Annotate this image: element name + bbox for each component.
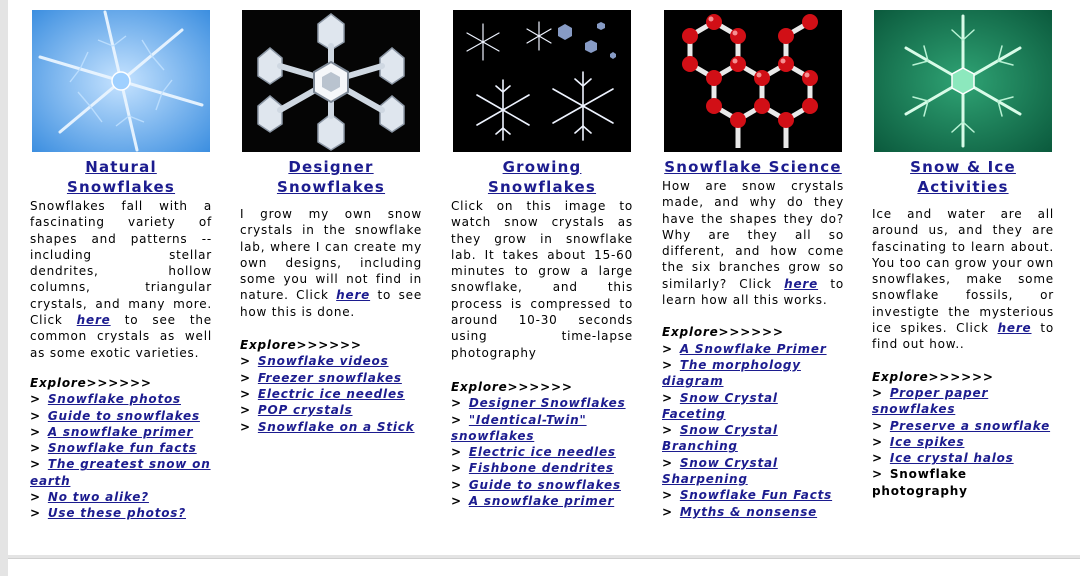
- explore-heading: Explore>>>>>>: [872, 369, 994, 384]
- list-item: [451, 493, 633, 509]
- arrow-icon: >: [30, 441, 41, 456]
- list-item: [662, 504, 844, 520]
- list-item: [451, 444, 633, 460]
- designer-snowflakes-title[interactable]: Designer Snowflakes: [276, 158, 386, 196]
- list-item: [872, 434, 1054, 450]
- arrow-icon: >: [451, 494, 462, 509]
- snow-ice-activities-image[interactable]: [874, 10, 1052, 152]
- column-natural-snowflakes: [30, 10, 212, 522]
- proper-paper-snowflakes-link[interactable]: Proper paper snowflakes: [872, 385, 989, 417]
- list-item: [872, 450, 1054, 466]
- description-text: to learn how all this works.: [662, 276, 844, 308]
- description-text: Ice and water are all around us, and they are fascinating to learn about. You too can grow your own snowflakes, make some snowflake fossils, or investigte the mysterious ice spikes. Click: [872, 207, 1054, 336]
- no-two-alike-link[interactable]: No two alike?: [47, 490, 149, 505]
- arrow-icon: >: [240, 386, 251, 401]
- guide-to-snowflakes-link[interactable]: Guide to snowflakes: [47, 408, 200, 423]
- natural-snowflakes-description: [30, 198, 212, 361]
- arrow-icon: >: [240, 370, 251, 385]
- snow-ice-activities-links: [872, 385, 1054, 499]
- description-text: to see the common crystals as well as some exotic varieties.: [30, 313, 212, 360]
- freezer-snowflakes-link[interactable]: Freezer snowflakes: [257, 370, 402, 385]
- arrow-icon: >: [662, 455, 673, 470]
- arrow-icon: >: [30, 506, 41, 521]
- description-text: to see how this is done.: [240, 288, 422, 319]
- fishbone-dendrites-link[interactable]: Fishbone dendrites: [468, 461, 614, 476]
- list-item: [872, 385, 1054, 418]
- description-text: Snowflakes fall with a fascinating variety of shapes and patterns -- including stellar dendrites, hollow columns, triangular crystals, and many more. Click: [30, 199, 212, 328]
- snowflake-science-description: [662, 178, 844, 308]
- list-item: [662, 487, 844, 503]
- arrow-icon: >: [30, 490, 41, 505]
- arrow-icon: >: [451, 396, 462, 411]
- arrow-icon: >: [662, 357, 673, 372]
- snowflake-fun-facts-link[interactable]: Snowflake fun facts: [47, 441, 197, 456]
- arrow-icon: >: [872, 467, 883, 482]
- description-text: I grow my own snow crystals in the snowflake lab, where I can create my own designs, including some you will not find in nature. Click: [240, 207, 422, 303]
- list-item: [240, 402, 422, 418]
- snowflake-science-links: [662, 341, 844, 520]
- list-item: [30, 424, 212, 440]
- list-item: [451, 477, 633, 493]
- list-item: [451, 412, 633, 445]
- arrow-icon: >: [30, 392, 41, 407]
- list-item: [240, 370, 422, 386]
- guide-to-snowflakes-link[interactable]: Guide to snowflakes: [468, 477, 621, 492]
- list-item: [30, 440, 212, 456]
- arrow-icon: >: [451, 477, 462, 492]
- arrow-icon: >: [662, 423, 673, 438]
- arrow-icon: >: [662, 488, 673, 503]
- list-item: [872, 466, 1054, 499]
- arrow-icon: >: [30, 424, 41, 439]
- arrow-icon: >: [662, 390, 673, 405]
- explore-heading: Explore>>>>>>: [30, 375, 152, 390]
- column-snow-ice-activities: [872, 10, 1054, 499]
- arrow-icon: >: [451, 412, 462, 427]
- arrow-icon: >: [662, 504, 673, 519]
- arrow-icon: >: [872, 385, 883, 400]
- explore-heading: Explore>>>>>>: [451, 379, 573, 394]
- list-item: [451, 460, 633, 476]
- arrow-icon: >: [30, 457, 41, 472]
- arrow-icon: >: [30, 408, 41, 423]
- list-item: [662, 341, 844, 357]
- designer-snowflakes-description: [240, 206, 422, 320]
- column-snowflake-science: [662, 10, 844, 520]
- growing-snowflakes-title[interactable]: Growing Snowflakes: [487, 158, 597, 196]
- electric-ice-needles-link[interactable]: Electric ice needles: [257, 386, 405, 401]
- ice-spikes-link[interactable]: Ice spikes: [889, 434, 965, 449]
- arrow-icon: >: [872, 434, 883, 449]
- myths-and-nonsense-link[interactable]: Myths & nonsense: [679, 504, 818, 519]
- description-text: to find out how..: [872, 321, 1054, 352]
- natural-snowflakes-title[interactable]: Natural Snowflakes: [66, 158, 176, 196]
- snowflake-science-image[interactable]: [664, 10, 842, 152]
- snow-ice-activities-here-link[interactable]: here: [997, 321, 1032, 336]
- arrow-icon: >: [872, 451, 883, 466]
- arrow-icon: >: [240, 419, 251, 434]
- designer-snowflakes-image[interactable]: [242, 10, 420, 152]
- explore-heading: Explore>>>>>>: [240, 338, 362, 353]
- list-item: [30, 489, 212, 505]
- designer-snowflakes-links: [240, 353, 422, 434]
- description-text: How are snow crystals made, and why do they have the shapes they do? Why are they all so different, and how come the six branches grow so similarly? Click: [662, 179, 844, 291]
- list-item: [30, 456, 212, 489]
- electric-ice-needles-link[interactable]: Electric ice needles: [468, 445, 616, 460]
- list-item: [662, 455, 844, 488]
- snowflake-primer-link[interactable]: A snowflake primer: [468, 494, 615, 509]
- designer-snowflakes-here-link[interactable]: here: [336, 288, 371, 303]
- growing-snowflakes-image[interactable]: [453, 10, 631, 152]
- list-item: [240, 353, 422, 369]
- snowflake-photos-link[interactable]: Snowflake photos: [47, 392, 181, 407]
- snowflake-photography-text: Snowflake photography: [872, 467, 968, 498]
- growing-snowflakes-links: [451, 395, 633, 509]
- list-item: [30, 505, 212, 521]
- explore-heading: Explore>>>>>>: [662, 325, 784, 340]
- list-item: [662, 357, 844, 390]
- snowflake-science-here-link[interactable]: here: [784, 276, 819, 291]
- arrow-icon: >: [451, 445, 462, 460]
- next-section-strip: [8, 558, 1080, 576]
- column-designer-snowflakes: [240, 10, 422, 435]
- snow-crystal-faceting-link[interactable]: Snow Crystal Faceting: [662, 390, 778, 421]
- arrow-icon: >: [662, 341, 673, 356]
- snow-crystal-sharpening-link[interactable]: Snow Crystal Sharpening: [662, 455, 778, 487]
- list-item: [30, 391, 212, 407]
- list-item: [451, 395, 633, 411]
- natural-snowflakes-image[interactable]: [32, 10, 210, 152]
- arrow-icon: >: [451, 461, 462, 476]
- snowflake-science-title[interactable]: Snowflake Science: [664, 158, 842, 176]
- snow-ice-activities-title[interactable]: Snow & Ice Activities: [910, 158, 1016, 196]
- snow-ice-activities-description: [872, 206, 1054, 353]
- snow-crystal-branching-link[interactable]: Snow Crystal Branching: [662, 423, 778, 454]
- snowflake-primer-link[interactable]: A snowflake primer: [47, 424, 194, 439]
- description-text: Click on this image to watch snow crystals as they grow in snowflake lab. It takes about 15-60 minutes to grow a large snowflake, and this process is compressed to around 10-30 seconds using time-lapse photography: [451, 199, 633, 360]
- identical-twin-snowflakes-link[interactable]: "Identical-Twin" snowflakes: [451, 412, 587, 443]
- natural-snowflakes-links: [30, 391, 212, 521]
- greatest-snow-link[interactable]: The greatest snow on earth: [30, 457, 211, 488]
- arrow-icon: >: [240, 354, 251, 369]
- snowflake-on-a-stick-link[interactable]: Snowflake on a Stick: [257, 419, 415, 434]
- ice-crystal-halos-link[interactable]: Ice crystal halos: [889, 451, 1014, 466]
- use-these-photos-link[interactable]: Use these photos?: [47, 506, 187, 521]
- snowflake-videos-link[interactable]: Snowflake videos: [257, 354, 389, 369]
- list-item: [30, 408, 212, 424]
- list-item: [240, 386, 422, 402]
- arrow-icon: >: [872, 418, 883, 433]
- preserve-a-snowflake-link[interactable]: Preserve a snowflake: [889, 418, 1051, 433]
- morphology-diagram-link[interactable]: The morphology diagram: [662, 357, 801, 389]
- list-item: [662, 390, 844, 423]
- list-item: [872, 418, 1054, 434]
- snowflake-fun-facts-link[interactable]: Snowflake Fun Facts: [679, 488, 833, 503]
- list-item: [240, 419, 422, 435]
- column-growing-snowflakes: [451, 10, 633, 509]
- designer-snowflakes-link[interactable]: Designer Snowflakes: [468, 396, 626, 411]
- list-item: [662, 422, 844, 455]
- arrow-icon: >: [240, 403, 251, 418]
- growing-snowflakes-description: [451, 198, 633, 361]
- pop-crystals-link[interactable]: POP crystals: [257, 403, 353, 418]
- snowflake-primer-link[interactable]: A Snowflake Primer: [679, 341, 827, 356]
- natural-snowflakes-here-link[interactable]: here: [76, 313, 111, 328]
